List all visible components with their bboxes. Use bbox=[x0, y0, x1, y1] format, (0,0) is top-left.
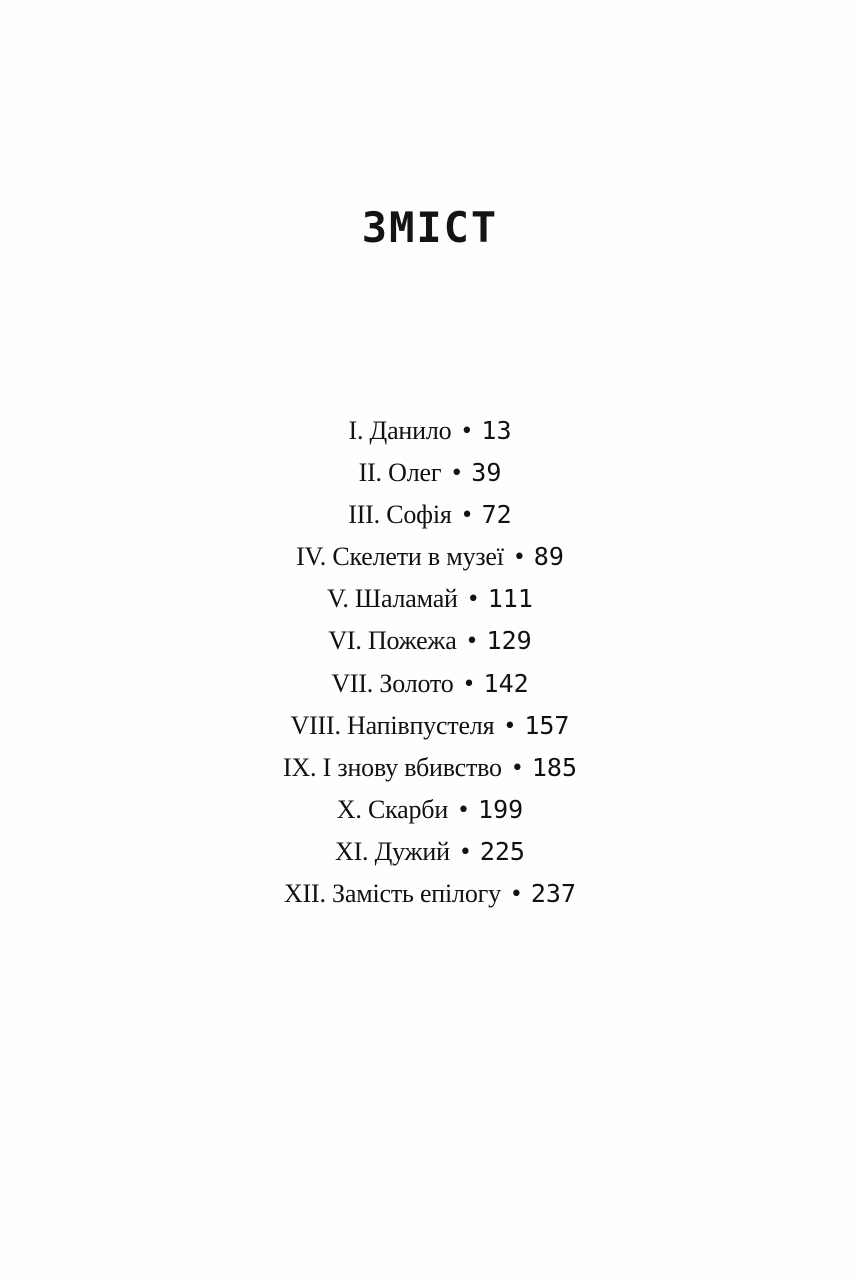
chapter-title: VIII. Напівпустеля bbox=[290, 710, 495, 740]
toc-entry-6 bbox=[0, 620, 860, 662]
chapter-title: X. Скарби bbox=[336, 794, 449, 824]
chapter-title: IV. Скелети в музеї bbox=[296, 542, 504, 572]
toc-entry-9 bbox=[0, 747, 860, 789]
toc-entry-5 bbox=[0, 578, 860, 620]
bullet-separator: • bbox=[460, 419, 474, 444]
toc-entry-2 bbox=[0, 452, 860, 494]
chapter-title: II. Олег bbox=[358, 458, 442, 488]
page-number: 129 bbox=[486, 626, 532, 656]
bullet-separator: • bbox=[466, 587, 480, 613]
toc-entry-7 bbox=[0, 663, 860, 705]
page-number: 157 bbox=[524, 710, 570, 740]
chapter-title: VI. Пожежа bbox=[328, 626, 457, 656]
page-number: 185 bbox=[531, 752, 577, 782]
page-number: 225 bbox=[479, 836, 525, 866]
bullet-separator: • bbox=[462, 671, 476, 697]
bullet-separator: • bbox=[457, 797, 471, 823]
chapter-title: XII. Замість епілогу bbox=[283, 879, 501, 909]
table-of-contents bbox=[0, 410, 860, 915]
chapter-title: III. Софія bbox=[348, 500, 452, 530]
toc-entry-8 bbox=[0, 705, 860, 747]
page-title: ЗМІСТ bbox=[361, 203, 499, 253]
toc-entry-3 bbox=[0, 494, 860, 536]
bullet-separator: • bbox=[510, 755, 524, 781]
bullet-separator: • bbox=[503, 713, 517, 739]
bullet-separator: • bbox=[512, 545, 526, 571]
bullet-separator: • bbox=[460, 503, 474, 529]
toc-entry-12 bbox=[0, 873, 860, 915]
toc-entry-11 bbox=[0, 831, 860, 873]
page-number: 142 bbox=[483, 668, 529, 698]
chapter-title: I. Данило bbox=[348, 416, 452, 445]
chapter-title: XI. Дужий bbox=[335, 836, 450, 866]
page-number: 13 bbox=[481, 416, 512, 445]
chapter-title: VII. Золото bbox=[331, 668, 454, 698]
bullet-separator: • bbox=[450, 461, 464, 487]
bullet-separator: • bbox=[465, 629, 479, 655]
page-number: 39 bbox=[471, 458, 502, 488]
chapter-title: V. Шаламай bbox=[327, 584, 458, 614]
page-number: 72 bbox=[481, 500, 512, 530]
bullet-separator: • bbox=[509, 882, 523, 908]
chapter-title: IX. І знову вбивство bbox=[282, 752, 502, 782]
toc-entry-10 bbox=[0, 789, 860, 831]
bullet-separator: • bbox=[458, 839, 472, 865]
toc-entry-1 bbox=[0, 410, 860, 452]
page-number: 199 bbox=[478, 794, 524, 824]
page-number: 111 bbox=[487, 584, 533, 614]
toc-entry-4 bbox=[0, 536, 860, 578]
page-number: 237 bbox=[530, 879, 577, 909]
page-number: 89 bbox=[533, 542, 564, 572]
